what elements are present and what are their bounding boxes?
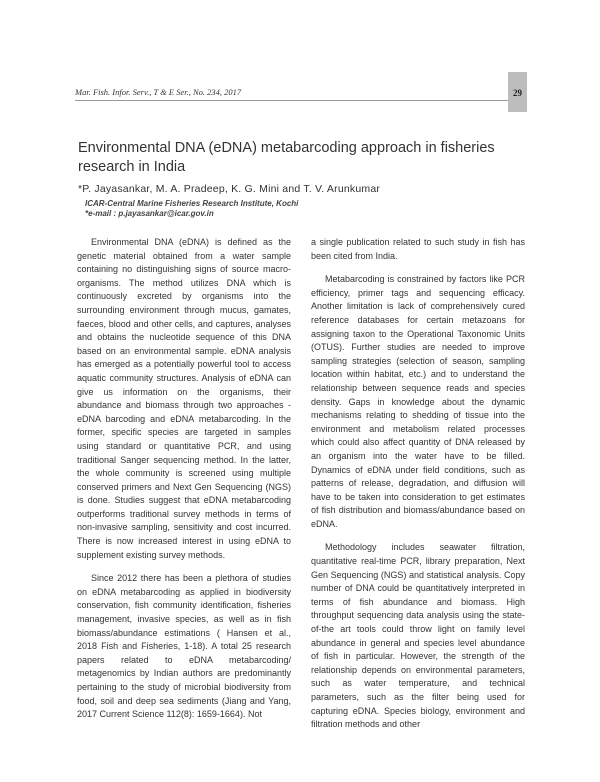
author-email: *e-mail : p.jayasankar@icar.gov.in <box>85 209 214 218</box>
author-affiliation: ICAR-Central Marine Fisheries Research Institute, Kochi <box>85 199 299 208</box>
article-title: Environmental DNA (eDNA) metabarcoding approach in fisheries research in India <box>78 140 495 175</box>
header-rule <box>75 100 509 101</box>
journal-citation: Mar. Fish. Infor. Serv., T & E Ser., No. 234, 2017 <box>75 87 242 97</box>
paragraph: Metabarcoding is constrained by factors like PCR efficiency, primer tags and sequencing efficacy. Another limitation is lack of comprehensively cured reference databases for certain metazoans for assigning taxon to the Operational Taxonomic Units (OTUS). Further studies are needed to improve sampling strategies (selection of season, sampling location within habitat, etc.) and to understand the relationship between sequence reads and species density. Gaps in knowledge about the dynamic mechanisms relating to shedding of tissue into the environment and metabolism related processes which could also affect quantity of DNA released by an organism into the water have to be filled. Dynamics of eDNA under field conditions, such as patterns of release, degradation, and diffusion will have to be taken into consideration to get estimates of fish distribution and biomass/abundance based on eDNA. <box>311 274 525 529</box>
page-number: 29 <box>513 88 522 98</box>
paragraph: a single publication related to such study in fish has been cited from India. <box>311 237 525 261</box>
body-column-left <box>77 236 291 732</box>
article-authors: *P. Jayasankar, M. A. Pradeep, K. G. Mini and T. V. Arunkumar <box>78 183 381 195</box>
body-column-right <box>311 236 525 742</box>
paragraph: Methodology includes seawater filtration, quantitative real-time PCR, library preparation, Next Gen Sequencing (NGS) and statistical analysis. Copy number of DNA could be quantitatively interpreted in terms of fish abundance and biomass. High throughput sequencing data analysis using the state-of-the art tools could throw light on family level abundance in general and species level abundance of fish in particular. However, the strength of the relationship depends on environmental parameters, such as water temperature, and technical parameters, such as the filter being used for capturing eDNA. Species biology, environment and filtration methods and other <box>311 542 525 730</box>
paragraph: Environmental DNA (eDNA) is defined as the genetic material obtained from a water sample containing no distinguishing signs of source macro-organisms. The method utilizes DNA which is continuously excreted by organisms into the surrounding environment through mucus, gamates, faeces, blood and other cells, and captures, analyses and obtains the nucleotide sequence of this DNA based on an environmental sample. eDNA analysis has emerged as a potentially powerful tool to access aquatic community structures. Analysis of eDNA can give us information on the organisms, their abundance and biomass through two approaches - eDNA barcoding and eDNA metabarcoding. In the former, specific species are targeted in samples using standard or quantitative PCR, and using traditional Sanger sequencing method. In the latter, the whole community is screened using multiple conserved primers and Next Gen Sequencing (NGS) is done. Studies suggest that eDNA metabarcoding outperforms traditional survey methods in terms of non-invasive sampling, sensitivity and cost incurred. There is now increased interest in using eDNA to supplement existing survey methods. <box>77 237 291 560</box>
paragraph: Since 2012 there has been a plethora of studies on eDNA metabarcoding as applied in biodiversity conservation, fish community identification, fisheries management, invasive species, as well as in fish biomass/abundance estimations ( Hansen et al., 2018 Fish and Fisheries, 1-18). A total 25 research papers related to eDNA metabarcoding/ metagenomics by Indian authors are predominantly pertaining to the study of microbial biodiversity from food, soil and deep sea sediments (Jiang and Yang, 2017 Current Science 112(8): 1659-1664). Not <box>77 573 291 720</box>
